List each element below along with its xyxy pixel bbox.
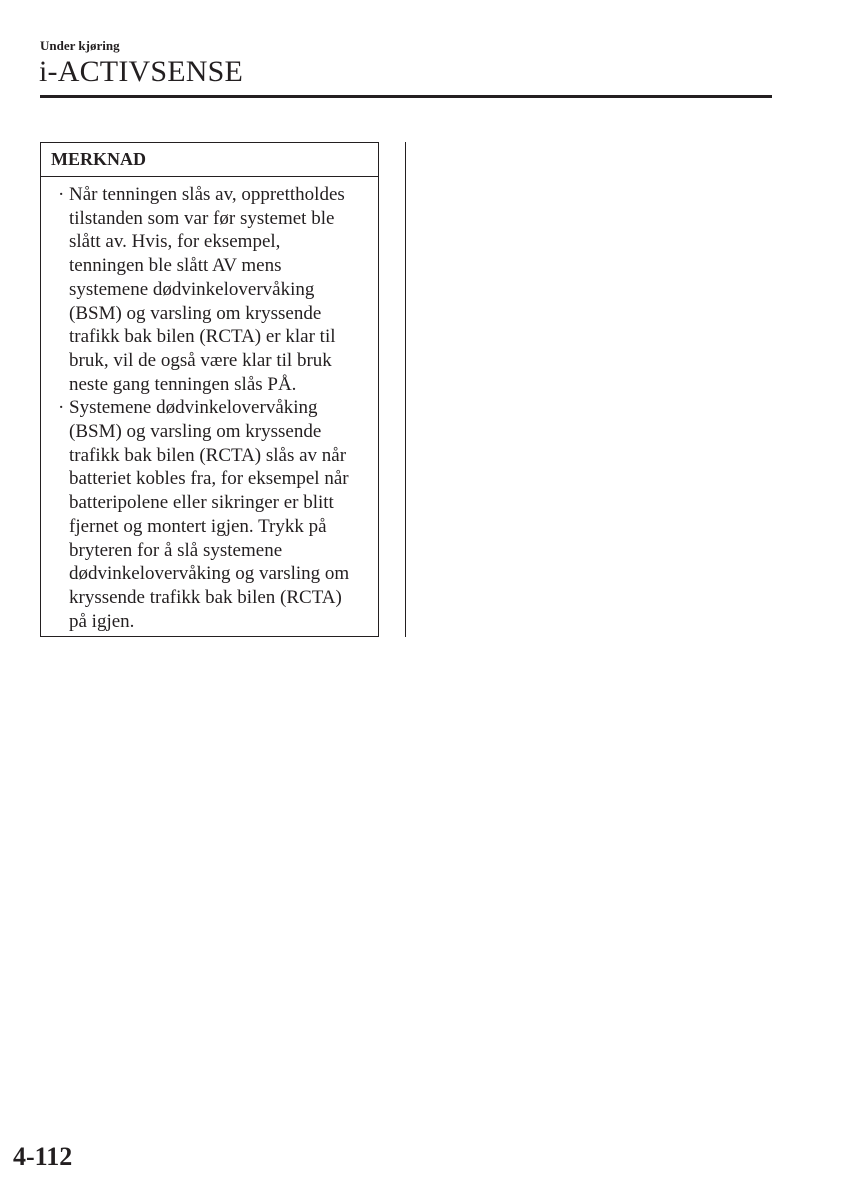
note-item xyxy=(41,396,378,633)
bullet-dot: · xyxy=(58,397,65,419)
note-line: Systemene dødvinkelovervåking xyxy=(69,397,318,419)
note-line: batteriet kobles fra, for eksempel når xyxy=(69,468,349,490)
page-number: 4-112 xyxy=(13,1142,73,1171)
note-line: bruk, vil de også være klar til bruk xyxy=(69,349,332,371)
note-line: kryssende trafikk bak bilen (RCTA) xyxy=(69,586,342,608)
note-line: slått av. Hvis, for eksempel, xyxy=(69,231,281,253)
note-heading: MERKNAD xyxy=(41,143,378,177)
note-line: dødvinkelovervåking og varsling om xyxy=(69,563,350,585)
note-line: på igjen. xyxy=(69,610,135,632)
note-line: bryteren for å slå systemene xyxy=(69,539,283,561)
note-line: neste gang tenningen slås PÅ. xyxy=(69,373,297,395)
column-divider xyxy=(405,142,406,637)
note-line: tilstanden som var før systemet ble xyxy=(69,207,335,229)
page-title: i-ACTIVSENSE xyxy=(39,55,244,88)
note-list xyxy=(41,177,378,633)
note-box xyxy=(40,142,379,637)
note-item xyxy=(41,183,378,396)
note-line: (BSM) og varsling om kryssende xyxy=(69,302,322,324)
note-line: systemene dødvinkelovervåking xyxy=(69,278,315,300)
section-label: Under kjøring xyxy=(40,38,120,53)
note-line: (BSM) og varsling om kryssende xyxy=(69,421,322,443)
note-line: Når tenningen slås av, opprettholdes xyxy=(69,184,345,205)
bullet-dot: · xyxy=(58,184,65,205)
note-line: fjernet og montert igjen. Trykk på xyxy=(69,515,327,537)
note-line: trafikk bak bilen (RCTA) slås av når xyxy=(69,444,347,466)
note-line: tenningen ble slått AV mens xyxy=(69,255,282,277)
header-rule xyxy=(40,95,772,98)
note-line: batteripolene eller sikringer er blitt xyxy=(69,492,334,514)
note-line: trafikk bak bilen (RCTA) er klar til xyxy=(69,326,336,348)
